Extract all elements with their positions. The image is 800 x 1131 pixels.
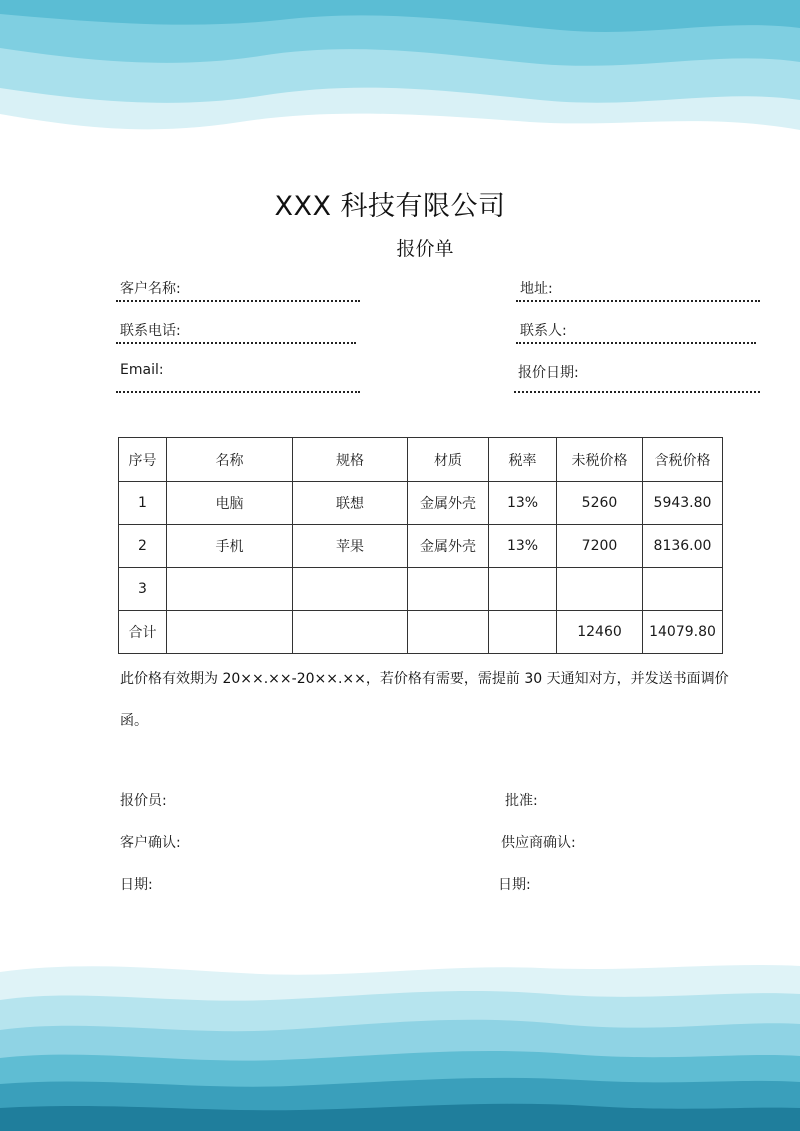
phone-label: 联系电话: (120, 323, 181, 339)
cell-spec[interactable]: 苹果 (293, 525, 408, 568)
email-line (116, 391, 360, 393)
cell-index[interactable]: 1 (119, 482, 167, 525)
header-spec: 规格 (293, 438, 408, 482)
total-row (119, 611, 723, 654)
cell-name[interactable]: 手机 (167, 525, 293, 568)
address-label: 地址: (520, 281, 553, 297)
customer-name-label: 客户名称: (120, 281, 181, 297)
validity-note: 此价格有效期为 20××.××-20××.××，若价格有需要，需提前 30 天通知对方，并发送书面调价函。 (120, 671, 729, 729)
customer-confirm-label: 客户确认: (120, 835, 181, 851)
address-line (516, 300, 760, 302)
cell-price-incl-tax[interactable]: 8136.00 (643, 525, 723, 568)
cell-price-excl-tax[interactable]: 7200 (557, 525, 643, 568)
quoter-label: 报价员: (120, 793, 167, 809)
header-material: 材质 (408, 438, 489, 482)
document-title: 报价单 (396, 238, 454, 260)
cell-material[interactable]: 金属外壳 (408, 482, 489, 525)
date-left-label: 日期: (120, 877, 153, 893)
contact-label: 联系人: (520, 323, 567, 339)
cell-name[interactable] (167, 568, 293, 611)
cell-empty (293, 611, 408, 654)
cell-material[interactable] (408, 568, 489, 611)
phone-line (116, 342, 356, 344)
cell-empty (167, 611, 293, 654)
cell-material[interactable]: 金属外壳 (408, 525, 489, 568)
header-price-excl-tax: 未税价格 (557, 438, 643, 482)
cell-price-excl-tax[interactable] (557, 568, 643, 611)
date-right-label: 日期: (498, 877, 531, 893)
cell-empty (489, 611, 557, 654)
table-row (119, 568, 723, 611)
cell-index[interactable]: 3 (119, 568, 167, 611)
cell-price-incl-tax[interactable] (643, 568, 723, 611)
quote-date-label: 报价日期: (518, 365, 579, 381)
table-header-row (119, 438, 723, 482)
supplier-confirm-label: 供应商确认: (501, 835, 576, 851)
header-index: 序号 (119, 438, 167, 482)
cell-index[interactable]: 2 (119, 525, 167, 568)
top-wave-decoration (0, 0, 800, 140)
cell-tax-rate[interactable]: 13% (489, 482, 557, 525)
table-row (119, 525, 723, 568)
header-tax-rate: 税率 (489, 438, 557, 482)
header-price-incl-tax: 含税价格 (643, 438, 723, 482)
quote-table (118, 437, 723, 654)
cell-total-label: 合计 (119, 611, 167, 654)
cell-tax-rate[interactable]: 13% (489, 525, 557, 568)
cell-total-incl-tax: 14079.80 (643, 611, 723, 654)
cell-tax-rate[interactable] (489, 568, 557, 611)
bottom-wave-decoration (0, 960, 800, 1131)
cell-total-excl-tax: 12460 (557, 611, 643, 654)
cell-spec[interactable]: 联想 (293, 482, 408, 525)
cell-price-incl-tax[interactable]: 5943.80 (643, 482, 723, 525)
company-title: XXX 科技有限公司 (274, 191, 506, 222)
cell-price-excl-tax[interactable]: 5260 (557, 482, 643, 525)
approve-label: 批准: (505, 793, 538, 809)
cell-name[interactable]: 电脑 (167, 482, 293, 525)
table-row (119, 482, 723, 525)
contact-line (516, 342, 756, 344)
customer-name-line (116, 300, 360, 302)
email-label: Email: (120, 362, 164, 378)
cell-spec[interactable] (293, 568, 408, 611)
quote-date-line (514, 391, 760, 393)
cell-empty (408, 611, 489, 654)
header-name: 名称 (167, 438, 293, 482)
